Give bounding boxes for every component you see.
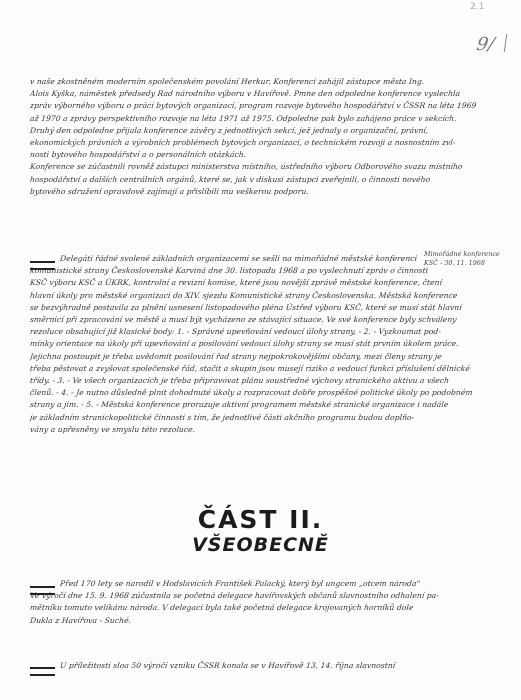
paragraph-block-4: [30, 660, 485, 672]
block1-line: v naše zkostněném moderním společenském povolání Herkur. Konferenci zahájil zástupce města Ing.: [29, 77, 425, 86]
side-note-line-1: Mimořádné konference: [424, 250, 500, 258]
block2-line: se bezvýhradně postavila za plnění usnesení listopadového pléna Ústřed výboru KSČ, které se musí stát hlavní: [29, 302, 463, 312]
block2-line: hlavní úkoly pro městské organizaci do XIV. sjezdu Komunistické strany Československa. Městská konference: [29, 290, 458, 300]
block1-line: zpráv výborného výboru o práci bytových organizací, program rozvoje bytového hospodářství v ČSSR na léta 1969: [29, 101, 477, 111]
side-note: [424, 250, 516, 267]
block2-line: vány a upřesněny ve smyslu této rezoluce.: [29, 424, 196, 434]
block3-line: Dukla z Havířova - Suché.: [29, 615, 132, 625]
block1-line: hospodářství a dalších centrálních orgánů, které se, jak v diskusi zástupci zveřejnili, o činnosti nového: [29, 174, 431, 184]
block3-line: mětníku tomuto velikánu národa. V delegaci byla také početná delegace krojovaných horníků dole: [29, 603, 414, 613]
section-heading-general: VŠEOBECNĚ: [192, 534, 329, 556]
paragraph-block-1: [30, 76, 485, 198]
side-note-line-2: KSČ - 30. 11. 1968: [424, 258, 485, 267]
block2-line: třeba pěstovat a zvyšovat společenské řád, stačit a skupin jsou musejí riziko a vedoucí funkci příslušení dělnické: [29, 363, 471, 373]
block1-line: Konference se zúčastnili rovněž zástupci ministerstva místního, ústředního výboru Odborového svazu místního: [29, 162, 464, 172]
corner-note: 2.1: [470, 2, 485, 12]
block2-line: rezoluce obsahující již klasické body: 1. - Správné upevňování vedoucí úlohy strany, - 2. - Vyzkoumat pod-: [29, 327, 442, 337]
block2-line: je základním stranickopolitické činnosti s tím, že jednotlivé části akčního programu budou doplňo-: [29, 412, 415, 422]
paragraph-block-2: [30, 253, 485, 436]
block2-line: KSČ výboru KSČ a ÚKRK, kontrolní a revizní komise, které jsou novější zprávě městské konference, čtení: [29, 278, 443, 288]
block1-line: nosti bytového hospodářství a o personálních otázkách.: [29, 150, 247, 160]
part-heading: ČÁST II.: [197, 505, 324, 534]
page-number: 9/: [476, 34, 508, 52]
block1-line: Druhý den odpoledne přijala konference závěry z jednotlivých sekcí, jež jednaly o organizační, právní,: [29, 125, 429, 135]
block1-line: bytového sdružení opravdově zajímají a přislíbili mu veškerou podporu.: [29, 186, 310, 196]
paragraph-block-3: [30, 578, 485, 627]
block2-line: třídy. - 3. - Ve všech organizacích je třeba připravovat plánu soustředné výchovy stranického aktivu a všech: [29, 376, 450, 386]
block2-line: Jejichna postoupit je třeba uvědomit posilování řad strany nejpokrokovějšími občany, mezi členy strany je: [29, 351, 443, 361]
block2-line: komunistické strany Československé Karviná dne 30. listopadu 1968 a po vyslechnutí zpráv o činnosti: [29, 266, 429, 276]
block3-line: Před 170 lety se narodil v Hodslavicích František Palacký, který byl ungcem „otcem národa": [59, 579, 421, 588]
block2-line: Delegáti řádné svolené základních organizacemi se sešli na mimořádné městské konferenci: [59, 254, 418, 263]
block2-line: směrnicí při zpracování ve městě a musí být vycházeno ze stávající situace. Ve své konference byly schváleny: [29, 315, 458, 325]
block4-line: U příležitosti sloa 50 výročí vzniku ČSSR konala se v Havířově 13, 14. října slavnostní: [59, 661, 396, 670]
block1-line: Alois Kyška, náměstek předsedy Rad národního výboru v Havířově. Pmne den odpoledne konference vyslechla: [29, 89, 461, 99]
block1-line: ekonomických právních a výrobních problémech bytových organizací, o technickém rozvoji a nosnostním zvl-: [29, 138, 456, 148]
block2-line: mínky orientace na úkoly při upevňování a posilování vedoucí úlohy strany se musí stát prvním úkolem práce.: [29, 339, 460, 349]
block2-line: členů. - 4. - Je nutno důsledně plnit dohodnuté úkoly a rozpracovat dobře prospěšné politické úkoly po podobném: [29, 388, 474, 398]
block2-line: strany a jim. - 5. - Městská konference prorazuje aktivní programem městské stranické organizace i nadále: [29, 400, 449, 410]
block3-line: Ve výročí dne 15. 9. 1968 zúčastnila se početná delegace havířovských občanů slavnostního odhalení pa-: [29, 591, 440, 601]
block1-line: až 1970 a zprávy perspektivního rozvoje na léta 1971 až 1975. Odpoledne pak bylo zahájeno práce v sekcích.: [29, 113, 458, 123]
